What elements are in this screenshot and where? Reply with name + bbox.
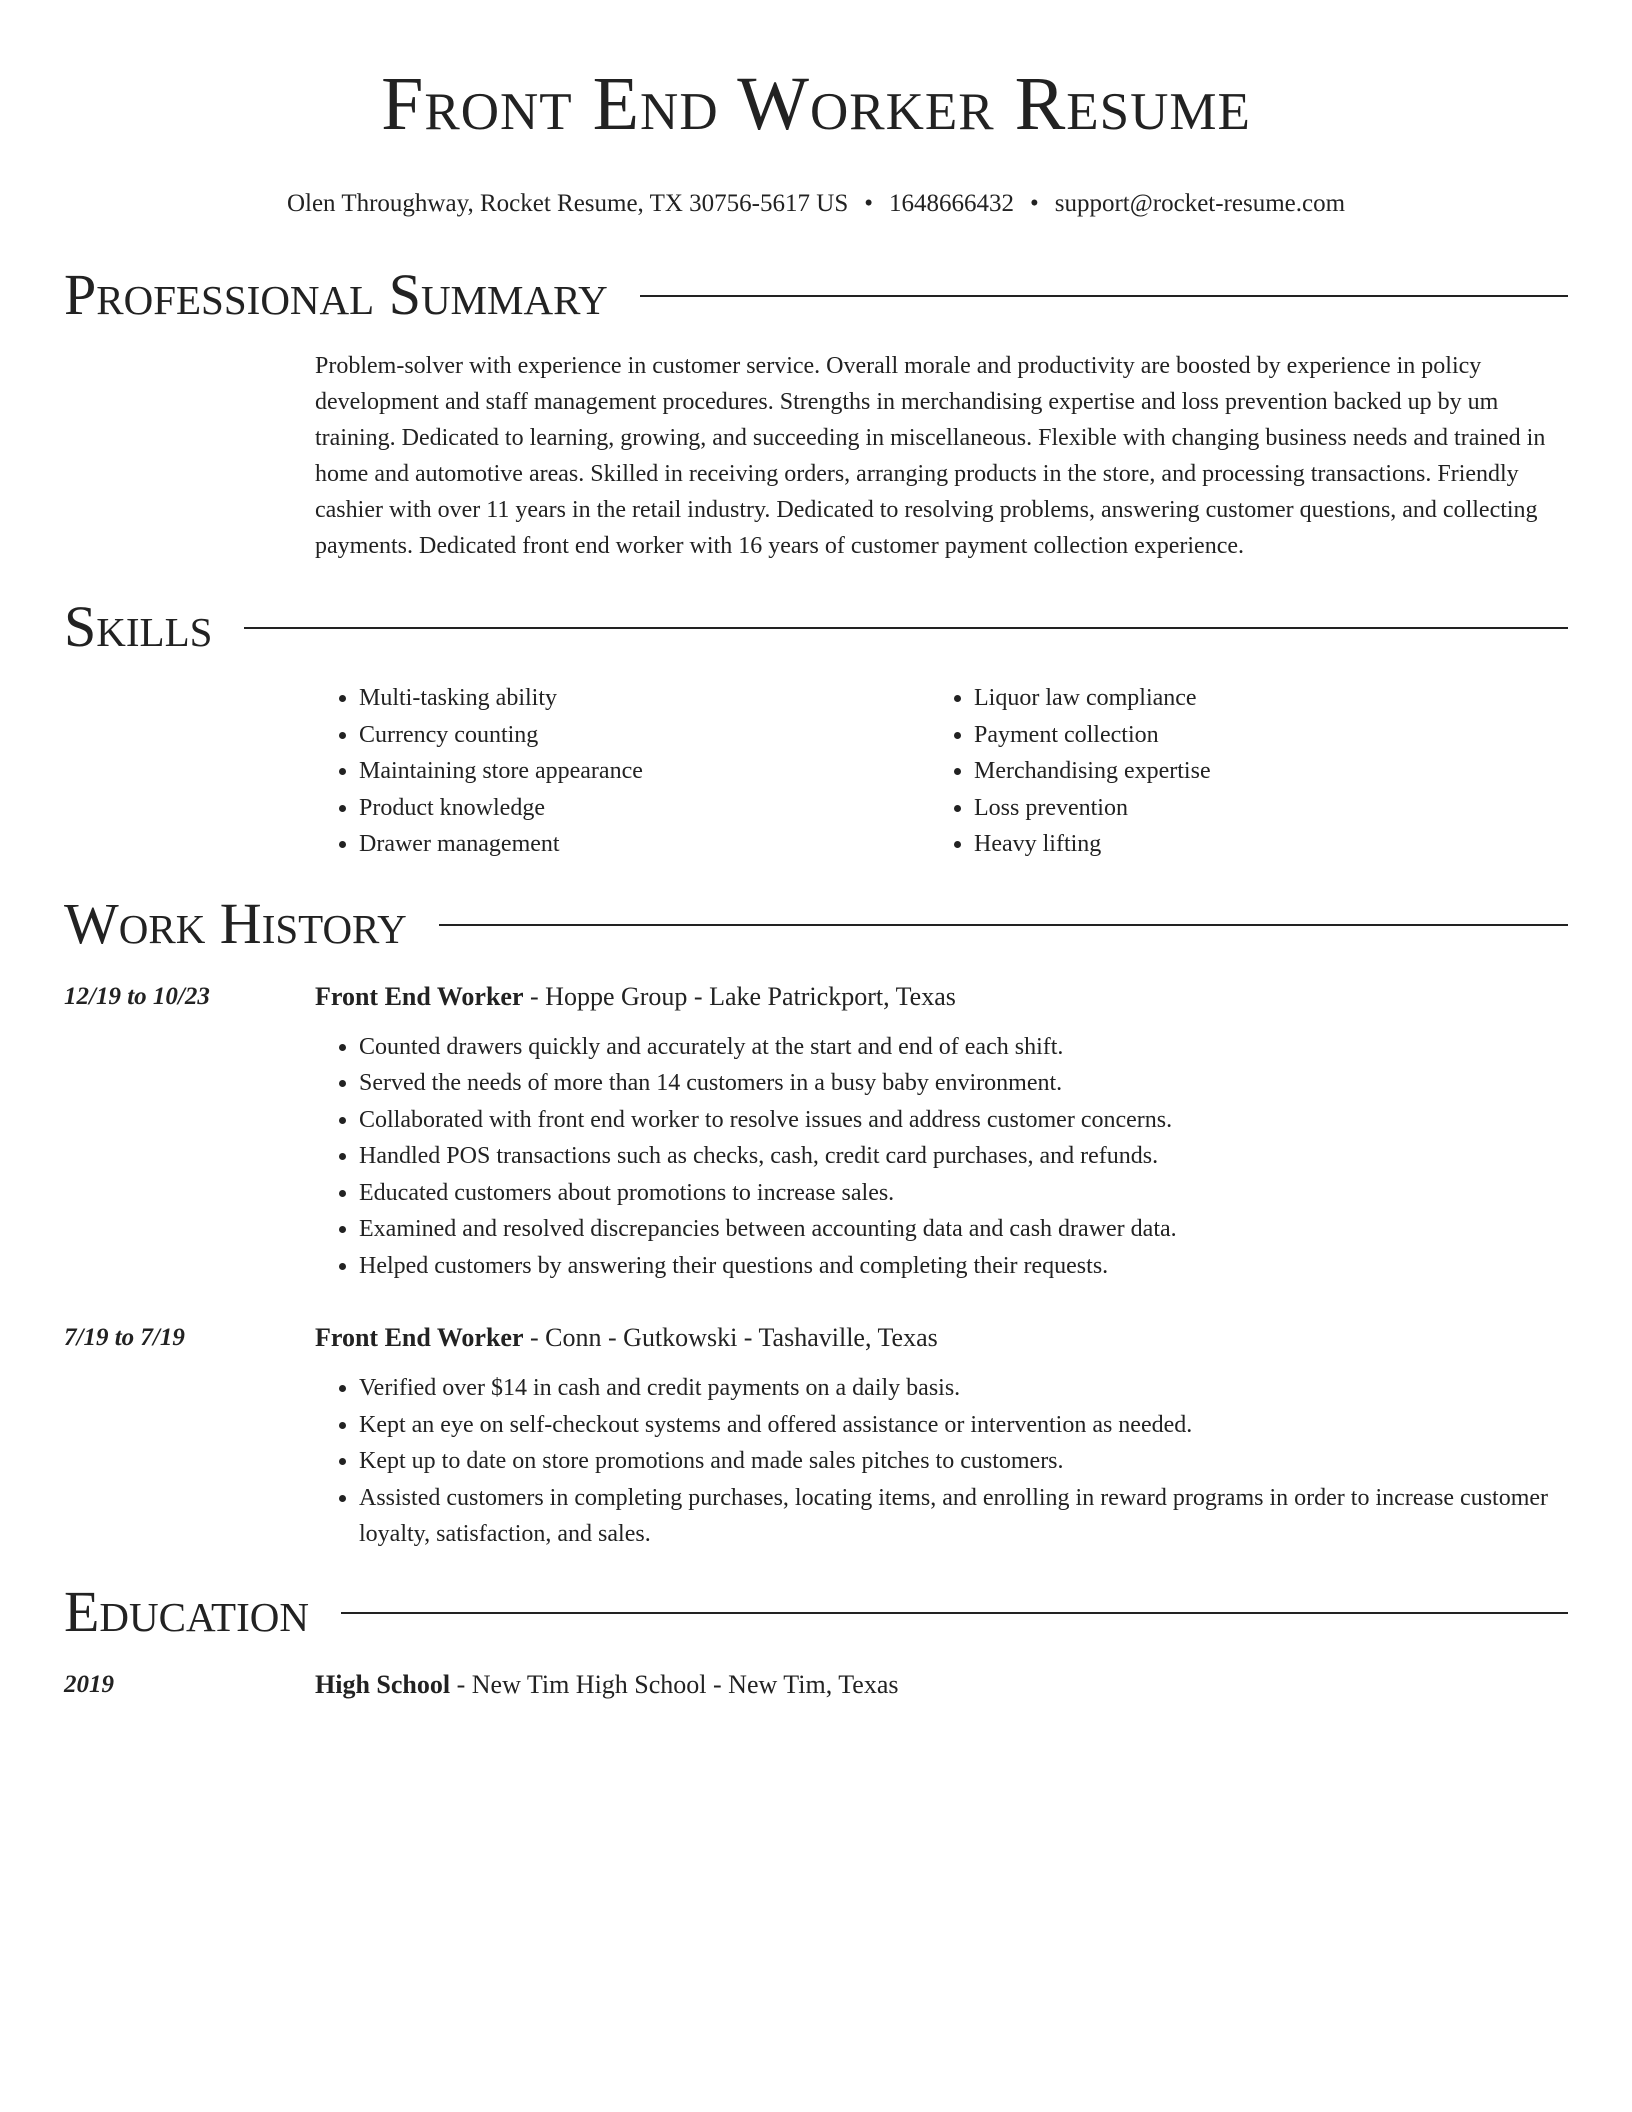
section-title: Work History <box>64 890 407 956</box>
contact-separator: • <box>864 190 873 217</box>
summary-text: Problem-solver with experience in customer service. Overall morale and productivity are boosted by experience in policy development and staff management procedures. Strengths in merchandising expertise and loss prevention backed up by um training. Dedicated to learning, growing, and succeeding in miscellaneous. Flexible with changing business needs and trained in home and automotive areas. Skilled in receiving orders, arranging products in the store, and processing transactions. Friendly cashier with over 11 years in the retail industry. Dedicated to resolving problems, answering customer questions, and collecting payments. Dedicated front end worker with 16 years of customer payment collection experience. <box>315 353 1546 559</box>
section-header <box>64 262 1568 328</box>
skills-column-left <box>315 680 930 863</box>
education-heading <box>315 1667 1568 1703</box>
skills-column-right <box>930 680 1568 863</box>
job-duty: • Handled POS transactions such as checks, cash, credit card purchases, and refunds. <box>359 1138 1568 1175</box>
skill-item: • Liquor law compliance <box>974 680 1568 717</box>
job-company: - Hoppe Group - Lake Patrickport, Texas <box>523 981 956 1011</box>
skill-item: • Multi-tasking ability <box>359 680 930 717</box>
education-year: 2019 <box>64 1670 114 1698</box>
job-duty: • Counted drawers quickly and accurately at the start and end of each shift. <box>359 1029 1568 1066</box>
professional-summary-section <box>64 262 1568 564</box>
section-header <box>64 891 1568 957</box>
education-degree: High School <box>315 1669 451 1699</box>
section-title: Skills <box>64 594 213 659</box>
skill-item: • Heavy lifting <box>974 826 1568 863</box>
job-duty: • Collaborated with front end worker to resolve issues and address customer concerns. <box>359 1102 1568 1139</box>
skill-item: • Loss prevention <box>974 790 1568 827</box>
contact-line <box>64 188 1568 220</box>
skill-item: • Maintaining store appearance <box>359 753 930 790</box>
job-dates: 7/19 to 7/19 <box>64 1324 185 1351</box>
job-duty: • Educated customers about promotions to increase sales. <box>359 1175 1568 1212</box>
contact-email: support@rocket-resume.com <box>1054 190 1346 217</box>
job-duty: • Kept an eye on self-checkout systems and offered assistance or intervention as needed. <box>359 1407 1568 1444</box>
section-divider <box>640 295 1568 297</box>
job-title: Front End Worker <box>315 1323 524 1352</box>
education-school: - New Tim High School - New Tim, Texas <box>450 1669 899 1699</box>
job-duty: • Verified over $14 in cash and credit payments on a daily basis. <box>359 1370 1568 1407</box>
education-entry <box>64 1667 1568 1703</box>
work-history-section <box>64 891 1568 1553</box>
job-entry <box>64 979 1568 1285</box>
section-divider <box>341 1612 1568 1614</box>
job-entry <box>64 1320 1568 1553</box>
resume-title: Front End Worker Resume <box>381 62 1251 146</box>
job-duty: • Examined and resolved discrepancies between accounting data and cash drawer data. <box>359 1211 1568 1248</box>
skill-item: • Product knowledge <box>359 790 930 827</box>
job-duties <box>315 1370 1568 1553</box>
job-heading <box>315 979 1568 1015</box>
job-duty: • Served the needs of more than 14 customers in a busy baby environment. <box>359 1065 1568 1102</box>
contact-address: Olen Throughway, Rocket Resume, TX 30756-5617 US <box>286 190 849 217</box>
skill-item: • Currency counting <box>359 717 930 754</box>
job-title: Front End Worker <box>315 981 524 1011</box>
job-heading <box>315 1320 1568 1356</box>
section-header <box>64 1579 1568 1645</box>
resume-header <box>64 0 1568 220</box>
skill-item: • Payment collection <box>974 717 1568 754</box>
job-duties <box>315 1029 1568 1285</box>
skill-item: • Merchandising expertise <box>974 753 1568 790</box>
section-divider <box>439 924 1568 926</box>
contact-phone: 1648666432 <box>888 190 1014 217</box>
contact-separator: • <box>1029 190 1039 217</box>
job-company: - Conn - Gutkowski - Tashaville, Texas <box>523 1323 938 1352</box>
section-header <box>64 594 1568 660</box>
section-title: Education <box>64 1578 309 1644</box>
skills-list <box>315 680 1568 863</box>
section-title: Professional Summary <box>64 262 608 327</box>
education-section <box>64 1579 1568 1703</box>
job-duty: • Assisted customers in completing purchases, locating items, and enrolling in reward programs in order to increase customer loyalty, satisfaction, and sales. <box>359 1480 1568 1553</box>
skills-section <box>64 594 1568 863</box>
job-duty: • Helped customers by answering their questions and completing their requests. <box>359 1248 1568 1285</box>
job-duty: • Kept up to date on store promotions and made sales pitches to customers. <box>359 1443 1568 1480</box>
skill-item: • Drawer management <box>359 826 930 863</box>
section-divider <box>244 627 1568 629</box>
job-dates: 12/19 to 10/23 <box>64 982 210 1010</box>
